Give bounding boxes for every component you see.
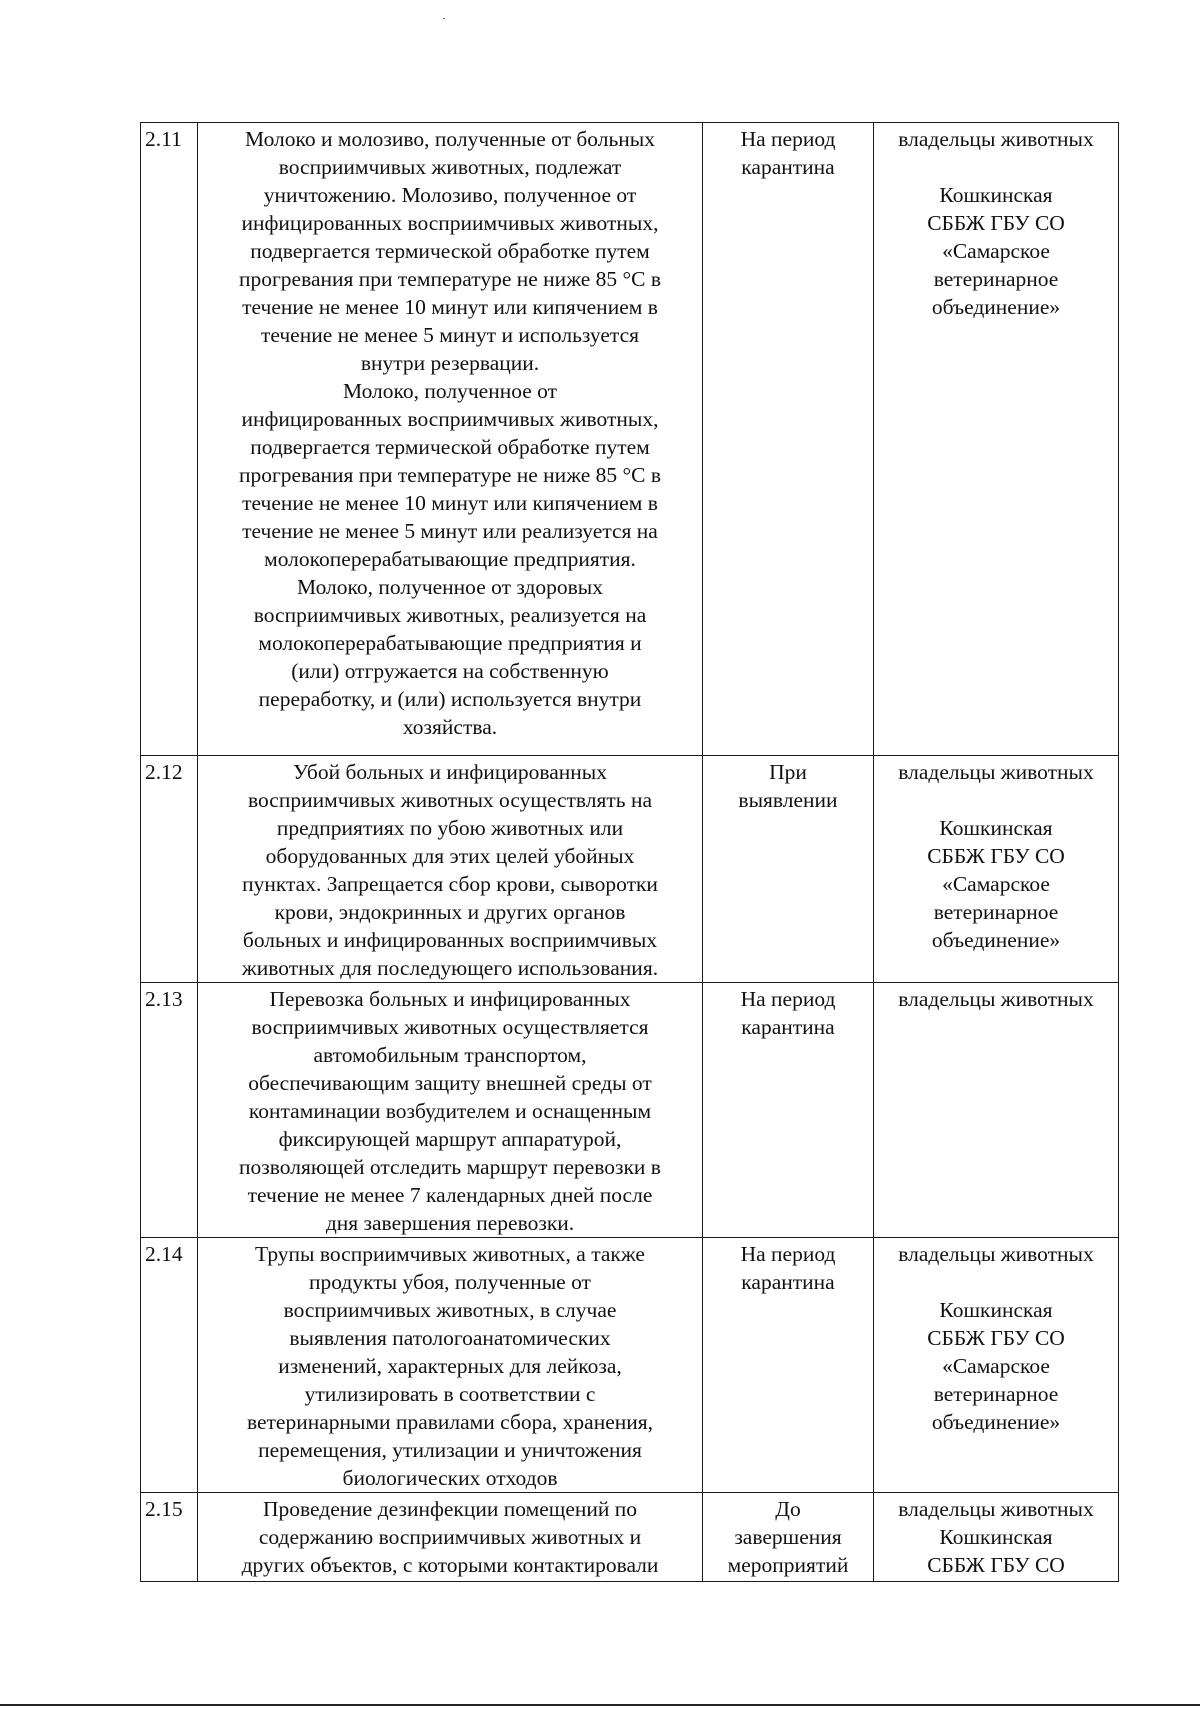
text-line: ветеринарное [933, 1382, 1059, 1406]
text-line: Убой больных и инфицированных [293, 760, 607, 784]
text-line: контаминации возбудителем и оснащенным [248, 1099, 652, 1123]
text-line: восприимчивых животных, реализуется на [253, 603, 647, 627]
deadline [703, 1238, 874, 1493]
text-line: продукты убоя, полученные от [309, 1270, 591, 1294]
text-line: восприимчивых животных осуществляется [251, 1015, 649, 1039]
blank-line [878, 786, 1114, 814]
text-line: прогревания при температуре не ниже 85 °С в [238, 463, 662, 487]
responsible-party [874, 1493, 1119, 1582]
text-line: «Самарское [942, 239, 1050, 263]
table-row [141, 123, 1119, 756]
text-line: Молоко, полученное от [343, 379, 557, 403]
text-line: инфицированных восприимчивых животных, [241, 211, 659, 235]
text-line: Кошкинская [939, 816, 1053, 840]
text-line: СББЖ ГБУ СО [927, 211, 1065, 235]
text-line: биологических отходов [342, 1466, 558, 1490]
text-line: На период [740, 127, 836, 151]
text-line: оборудованных для этих целей убойных [265, 844, 635, 868]
text-line: завершения [734, 1525, 842, 1549]
text-line: «Самарское [942, 1354, 1050, 1378]
text-line: инфицированных восприимчивых животных, [241, 407, 659, 431]
text-line: владельцы животных [898, 127, 1094, 151]
text-line: карантина [741, 1015, 835, 1039]
text-line: Проведение дезинфекции помещений по [262, 1497, 638, 1521]
text-line: карантина [741, 155, 835, 179]
item-number: 2.13 [141, 983, 198, 1238]
responsible-party [874, 983, 1119, 1238]
text-line: выявлении [738, 788, 838, 812]
text-line: внутри резервации. [360, 351, 540, 375]
text-line: Кошкинская [939, 1525, 1053, 1549]
item-number: 2.11 [141, 123, 198, 756]
blank-line [878, 1268, 1114, 1296]
text-line: течение не менее 5 минут и используется [260, 323, 640, 347]
text-line: перемещения, утилизации и уничтожения [258, 1438, 642, 1462]
text-line: мероприятий [727, 1553, 849, 1577]
text-line: «Самарское [942, 872, 1050, 896]
text-line: обеспечивающим защиту внешней среды от [248, 1071, 652, 1095]
text-line: животных для последующего использования. [241, 956, 659, 980]
text-line: владельцы животных [898, 987, 1094, 1011]
text-line: владельцы животных [898, 760, 1094, 784]
table-row [141, 1238, 1119, 1493]
text-line: Кошкинская [939, 183, 1053, 207]
text-line: больных и инфицированных восприимчивых [242, 928, 658, 952]
measure-description [198, 983, 703, 1238]
text-line: позволяющей отследить маршрут перевозки в [239, 1155, 661, 1179]
measure-description [198, 123, 703, 756]
table-row [141, 1493, 1119, 1582]
text-line: изменений, характерных для лейкоза, [278, 1354, 622, 1378]
text-line: течение не менее 10 минут или кипячением в [242, 491, 658, 515]
table-row [141, 756, 1119, 983]
text-line: прогревания при температуре не ниже 85 °С в [238, 267, 662, 291]
text-line: На период [740, 1242, 836, 1266]
text-line: переработку, и (или) используется внутри [258, 687, 642, 711]
deadline [703, 123, 874, 756]
text-line: восприимчивых животных, подлежат [278, 155, 622, 179]
deadline [703, 756, 874, 983]
measure-description [198, 756, 703, 983]
text-line: молокоперерабатывающие предприятия и [258, 631, 642, 655]
measures-table [140, 122, 1119, 1582]
text-line: восприимчивых животных, в случае [283, 1298, 617, 1322]
text-line: хозяйства. [402, 715, 498, 739]
text-line: При [769, 760, 807, 784]
text-line: утилизировать в соответствии с [304, 1382, 596, 1406]
scan-edge-line [0, 1704, 1200, 1706]
text-line: владельцы животных [898, 1497, 1094, 1521]
item-number: 2.14 [141, 1238, 198, 1493]
text-line: карантина [741, 1270, 835, 1294]
text-line: На период [740, 987, 836, 1011]
blank-line [878, 153, 1114, 181]
deadline [703, 983, 874, 1238]
text-line: Перевозка больных и инфицированных [269, 987, 631, 1011]
text-line: фиксирующей маршрут аппаратурой, [278, 1127, 622, 1151]
responsible-party [874, 1238, 1119, 1493]
text-line: течение не менее 10 минут или кипячением в [242, 295, 658, 319]
text-line: пунктах. Запрещается сбор крови, сыворотки [242, 872, 658, 896]
text-line: молокоперерабатывающие предприятия. [264, 547, 636, 571]
text-line: ветеринарное [933, 900, 1059, 924]
text-line: объединение» [931, 1410, 1061, 1434]
measures-table-body [141, 123, 1119, 1582]
text-line: восприимчивых животных осуществлять на [247, 788, 653, 812]
text-line: Трупы восприимчивых животных, а также [255, 1242, 645, 1266]
text-line: других объектов, с которыми контактировали [241, 1553, 659, 1577]
scan-speck [443, 18, 445, 19]
text-line: До [775, 1497, 801, 1521]
text-line: Молоко, полученное от здоровых [296, 575, 603, 599]
text-line: Молоко и молозиво, полученные от больных [244, 127, 655, 151]
text-line: владельцы животных [898, 1242, 1094, 1266]
text-line: автомобильным транспортом, [313, 1043, 587, 1067]
text-line: крови, эндокринных и других органов [274, 900, 626, 924]
item-number: 2.15 [141, 1493, 198, 1582]
text-line: ветеринарное [933, 267, 1059, 291]
measure-description [198, 1238, 703, 1493]
text-line: СББЖ ГБУ СО [927, 844, 1065, 868]
responsible-party [874, 123, 1119, 756]
text-line: содержанию восприимчивых животных и [258, 1525, 642, 1549]
deadline [703, 1493, 874, 1582]
text-line: СББЖ ГБУ СО [927, 1326, 1065, 1350]
text-line: объединение» [931, 928, 1061, 952]
text-line: уничтожению. Молозиво, полученное от [263, 183, 637, 207]
text-line: предприятиях по убою животных или [276, 816, 624, 840]
text-line: объединение» [931, 295, 1061, 319]
text-line: течение не менее 5 минут или реализуется на [242, 519, 658, 543]
text-line: (или) отгружается на собственную [291, 659, 609, 683]
text-line: дня завершения перевозки. [325, 1211, 575, 1235]
text-line: Кошкинская [939, 1298, 1053, 1322]
table-row [141, 983, 1119, 1238]
text-line: подвергается термической обработке путем [250, 435, 650, 459]
text-line: подвергается термической обработке путем [250, 239, 650, 263]
text-line: течение не менее 7 календарных дней после [247, 1183, 653, 1207]
text-line: СББЖ ГБУ СО [927, 1553, 1065, 1577]
measure-description [198, 1493, 703, 1582]
responsible-party [874, 756, 1119, 983]
text-line: ветеринарными правилами сбора, хранения, [246, 1410, 654, 1434]
text-line: выявления патологоанатомических [289, 1326, 611, 1350]
item-number: 2.12 [141, 756, 198, 983]
